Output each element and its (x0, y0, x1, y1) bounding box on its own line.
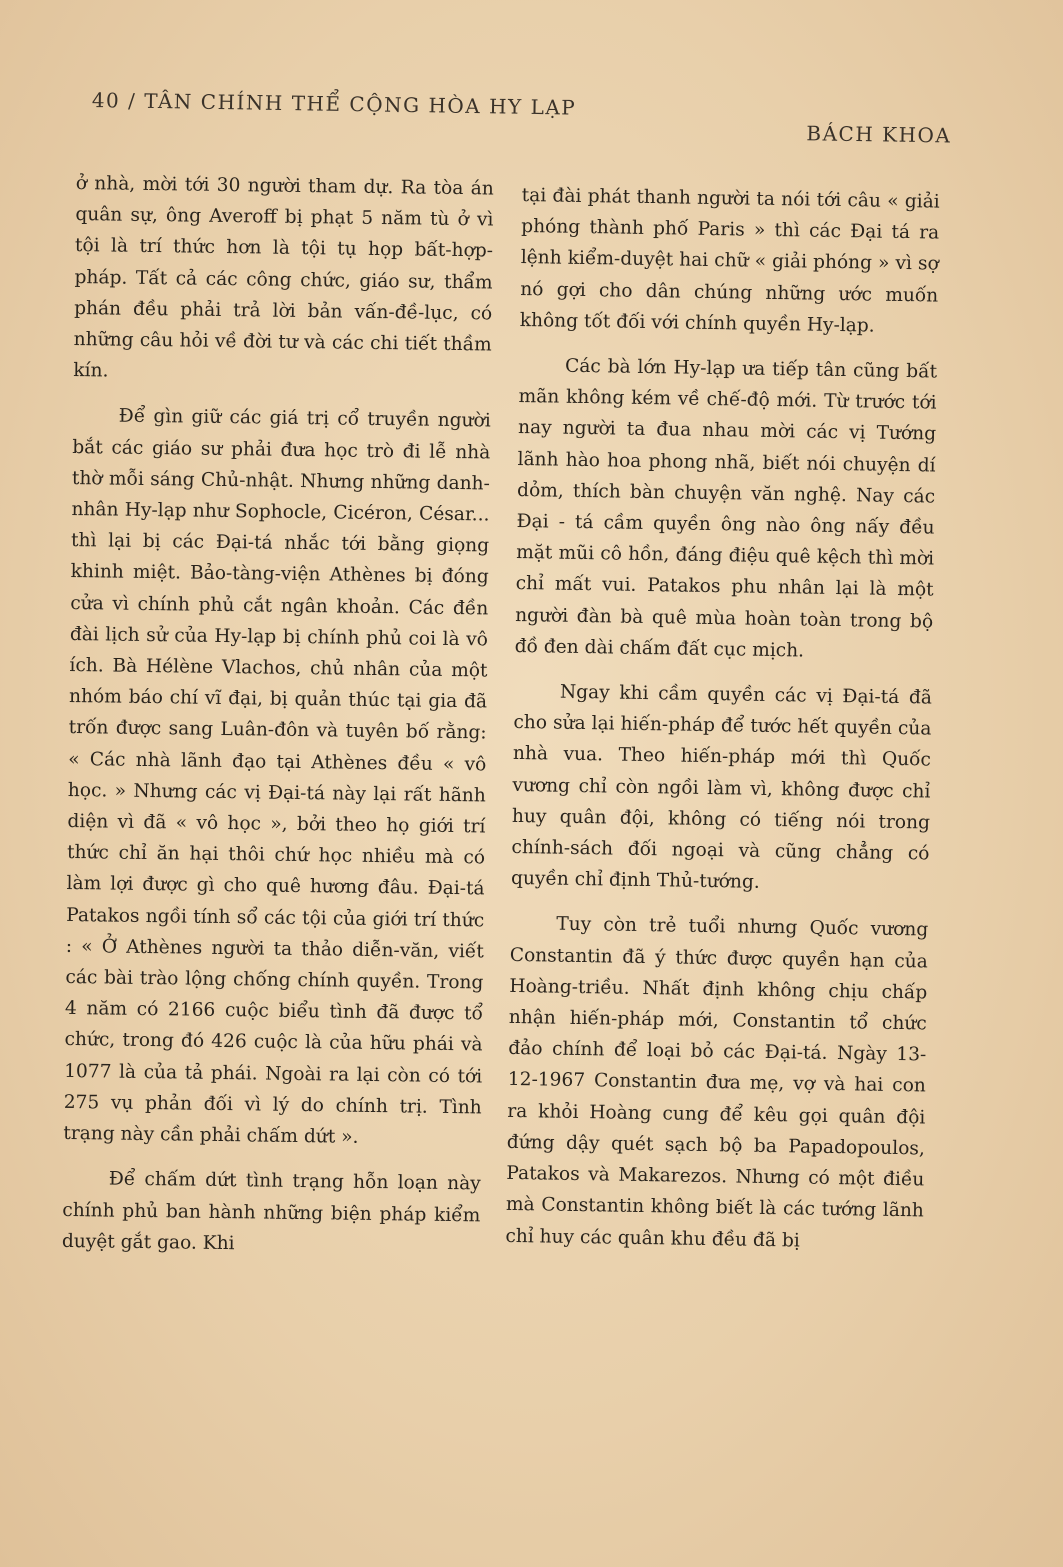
paragraph: ở nhà, mời tới 30 người tham dự. Ra tòa án quân sự, ông Averoff bị phạt 5 năm tù ở vì tội là trí thức hơn là tội tụ họp bất-hợp-pháp. Tất cả các công chức, giáo sư, thẩm phán đều phải trả lời bản vấn-đề-lục, có những câu hỏi về đời tư và các chi tiết thầm kín. (73, 172, 494, 382)
paragraph: Các bà lớn Hy-lạp ưa tiếp tân cũng bất mãn không kém về chế-độ mới. Từ trước tới nay người ta đua nhau mời các vị Tướng lãnh hào hoa phong nhã, biết nói chuyện dí dỏm, thích bàn chuyện văn nghệ. Nay các Đại - tá cầm quyền ông nào ông nấy đều mặt mũi cô hồn, đáng điệu quê kệch thì mời chỉ mất vui. Patakos phu nhân lại là một người đàn bà quê mùa hoàn toàn trong bộ đồ đen dài chấm đất cục mịch. (514, 355, 938, 662)
magazine-name: BÁCH KHOA (806, 121, 952, 148)
paragraph: Ngay khi cầm quyền các vị Đại-tá đã cho sửa lại hiến-pháp để tước hết quyền của nhà vua. Theo hiến-pháp mới thì Quốc vương chỉ còn ngồi làm vì, không được chỉ huy quân đội, không có tiếng nói trong chính-sách đối ngoại và cũng chẳng có quyền chỉ định Thủ-tướng. (510, 681, 933, 894)
running-title: 40 / TÂN CHÍNH THỂ CỘNG HÒA HY LẠP (91, 88, 577, 120)
right-column (505, 180, 940, 1272)
left-column (62, 168, 494, 1276)
page-header (91, 88, 952, 158)
paragraph: Để chấm dứt tình trạng hỗn loạn này chính phủ ban hành những biện pháp kiểm duyệt gắt gao. Khi (61, 1168, 481, 1254)
paragraph: tại đài phát thanh người ta nói tới câu « giải phóng thành phố Paris » thì các Đại tá ra lệnh kiểm-duyệt hai chữ « giải phóng » vì sợ nó gợi cho dân chúng những ước muốn không tốt đối với chính quyền Hy-lạp. (519, 184, 940, 337)
paragraph: Tuy còn trẻ tuổi nhưng Quốc vương Constantin đã ý thức được quyền hạn của Hoàng-triều. Nhất định không chịu chấp nhận hiến-pháp mới, Constantin tổ chức đảo chính để loại bỏ các Đại-tá. Ngày 13-12-1967 Constantin đưa mẹ, vợ và hai con ra khỏi Hoàng cung để kêu gọi quân đội đứng dậy quét sạch bộ ba Papadopoulos, Patakos và Makarezos. Nhưng có một điều mà Constantin không biết là các tướng lãnh chỉ huy các quân khu đều đã bị (505, 914, 929, 1251)
paragraph: Để gìn giữ các giá trị cổ truyền người bắt các giáo sư phải đưa học trò đi lễ nhà thờ mỗi sáng Chủ-nhật. Nhưng những danh-nhân Hy-lạp như Sophocle, Cicéron, César... thì lại bị các Đại-tá nhắc tới bằng giọng khinh miệt. Bảo-tàng-viện Athènes bị đóng cửa vì chính phủ cắt ngân khoản. Các đền đài lịch sử của Hy-lạp bị chính phủ coi là vô ích. Bà Hélène Vlachos, chủ nhân của một nhóm báo chí vĩ đại, bị quản thúc tại gia đã trốn được sang Luân-đôn và tuyên bố rằng: « Các nhà lãnh đạo tại Athènes đều « vô học. » Nhưng các vị Đại-tá này lại rất hãnh diện vì đã « vô học », bởi theo họ giới trí thức chỉ ăn hại thôi chứ học nhiều mà có làm lợi được gì cho quê hương đâu. Đại-tá Patakos ngồi tính sổ các tội của giới trí thức : « Ở Athènes người ta thảo diễn-văn, viết các bài trào lộng chống chính quyền. Trong 4 năm có 2166 cuộc biểu tình đã được tổ chức, trong đó 426 cuộc là của hữu phái và 1077 là của tả phái. Ngoài ra lại còn có tới 275 vụ phản đối vì lý do chính trị. Tình trạng này cần phải chấm dứt ». (63, 406, 491, 1148)
